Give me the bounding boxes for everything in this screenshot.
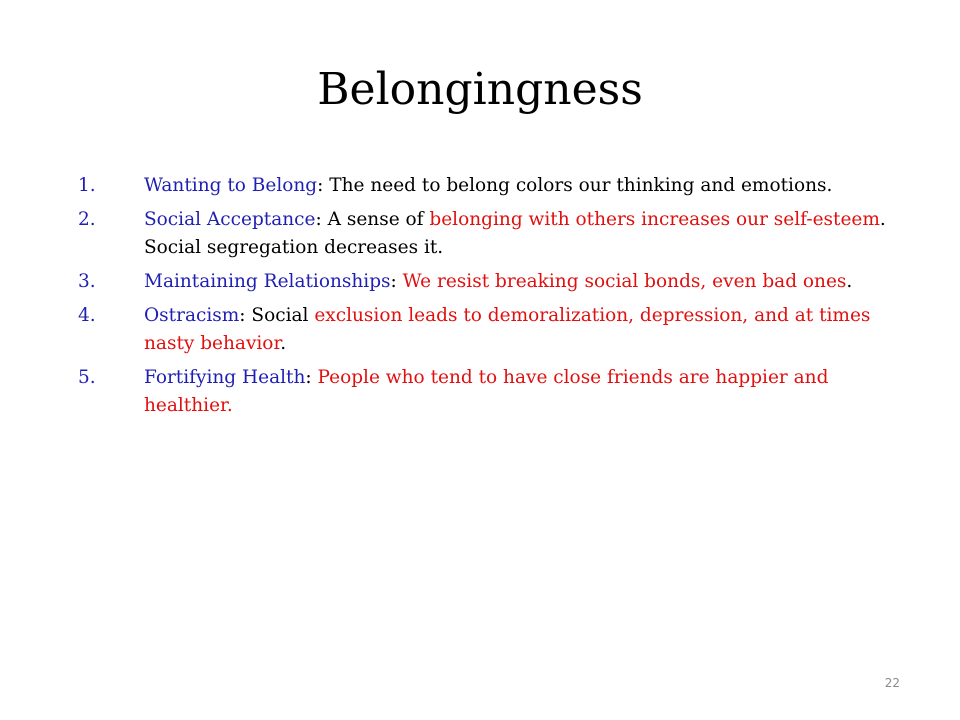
item-highlight: People who tend to have close friends are happier and healthier. [144,367,829,416]
slide-title: Belongingness [317,64,643,115]
item-highlight: belonging with others increases our self-esteem [429,209,880,230]
item-term: Fortifying Health [144,367,306,388]
item-text: : A sense of [315,209,430,230]
list-item-number: 3. [78,271,96,292]
item-text: : Social [239,305,315,326]
item-term: Maintaining Relationships [144,271,391,292]
page-number: 22 [884,676,900,690]
item-text: . [280,333,287,354]
list-item-number: 4. [78,305,96,326]
item-term: Ostracism [144,305,240,326]
list-item [78,172,888,200]
item-text: . Social segregation decreases it. [144,209,886,258]
list-item [78,206,888,262]
list-item [78,364,888,420]
list-item-number: 5. [78,367,96,388]
list-item [78,268,888,296]
item-text: : [305,367,318,388]
item-highlight: exclusion leads to demoralization, depression, and at times nasty behavior [144,305,871,354]
list-item-number: 2. [78,209,96,230]
item-term: Wanting to Belong [144,175,318,196]
numbered-list [78,172,888,426]
item-text: : [390,271,403,292]
item-term: Social Acceptance [144,209,316,230]
list-item-number: 1. [78,175,96,196]
item-text: . [846,271,853,292]
list-item [78,302,888,358]
item-highlight: We resist breaking social bonds, even bad ones [402,271,847,292]
item-text: : The need to belong colors our thinking and emotions. [317,175,833,196]
